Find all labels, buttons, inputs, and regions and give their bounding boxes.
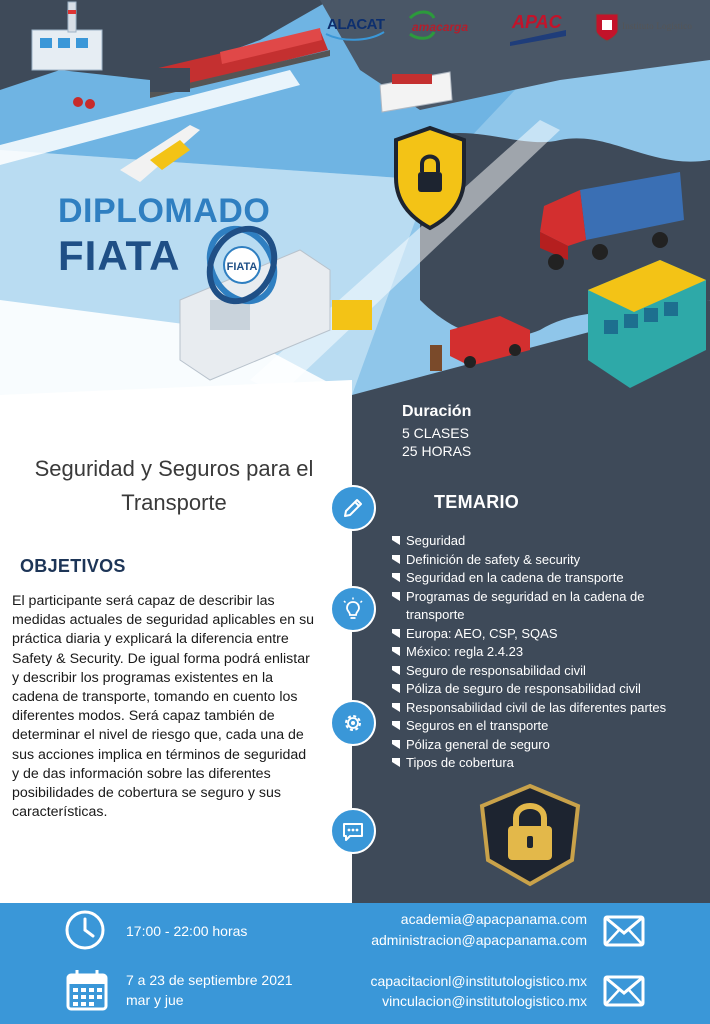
temario-item: Tipos de cobertura bbox=[392, 754, 692, 773]
instituto-logistico-logo bbox=[592, 12, 708, 44]
gear-icon-badge bbox=[330, 700, 376, 746]
bullet-icon bbox=[392, 721, 400, 730]
temario-item: Seguridad bbox=[392, 532, 692, 551]
temario-heading: TEMARIO bbox=[434, 492, 520, 512]
envelope-icon bbox=[603, 975, 645, 1007]
pencil-icon-badge bbox=[330, 485, 376, 531]
bullet-icon bbox=[392, 573, 400, 582]
bullet-icon bbox=[392, 758, 400, 767]
chat-bubble-icon bbox=[341, 819, 365, 843]
bullet-icon bbox=[392, 536, 400, 545]
email-link-academia[interactable]: academia@apacpanama.com bbox=[400, 911, 587, 927]
temario-item: Póliza de seguro de responsabilidad civil bbox=[392, 680, 692, 699]
bullet-icon bbox=[392, 740, 400, 749]
schedule-hours: 17:00 - 22:00 horas bbox=[126, 923, 248, 939]
envelope-icon bbox=[603, 915, 645, 947]
diplomado-title: DIPLOMADO bbox=[58, 192, 271, 230]
fiata-title: FIATA bbox=[58, 232, 181, 279]
schedule-dates: 7 a 23 de septiembre 2021 bbox=[126, 972, 293, 988]
bullet-icon bbox=[392, 555, 400, 564]
course-title: Seguridad y Seguros para el Transporte bbox=[34, 456, 314, 515]
objectives-text: El participante será capaz de describir las medidas actuales de seguridad aplicables en su práctica diaria y explicará la diferencia entre Safety & Security. De igual forma podrá enlistar y describir los programas existentes en la cadena de transporte, tomando en cuento los diferentes modos. Será capaz también de determinar el nivel de riesgo que, cada una de sus acciones implica en términos de seguridad y de das información sobre las diferentes posibilidades de cobertura se seguro y sus características. bbox=[12, 593, 315, 821]
calendar-icon bbox=[66, 969, 108, 1011]
alacat-logo-text: ALACAT bbox=[327, 16, 385, 33]
duration-hours: 25 HORAS bbox=[402, 443, 472, 459]
temario-item: Seguridad en la cadena de transporte bbox=[392, 569, 692, 588]
email-link-vinculacion[interactable]: vinculacion@institutologistico.mx bbox=[382, 993, 587, 1009]
bullet-icon bbox=[392, 592, 400, 601]
temario-item: México: regla 2.4.23 bbox=[392, 643, 692, 662]
chat-bubble-icon-badge bbox=[330, 808, 376, 854]
footer-bar bbox=[0, 903, 710, 1024]
schedule-days: mar y jue bbox=[126, 992, 184, 1008]
temario-item: Seguro de responsabilidad civil bbox=[392, 662, 692, 681]
apac-logo bbox=[506, 8, 570, 46]
bullet-icon bbox=[392, 629, 400, 638]
temario-item: Programas de seguridad en la cadena de transporte bbox=[392, 588, 692, 625]
clock-icon bbox=[64, 909, 106, 951]
duration-classes: 5 CLASES bbox=[402, 425, 469, 441]
bullet-icon bbox=[392, 647, 400, 656]
apac-logo-text: APAC bbox=[512, 12, 562, 32]
temario-item: Póliza general de seguro bbox=[392, 736, 692, 755]
pencil-icon bbox=[341, 496, 365, 520]
amacarga-logo-text: amacarga bbox=[412, 20, 469, 34]
temario-item: Seguros en el transporte bbox=[392, 717, 692, 736]
email-link-capacitacion[interactable]: capacitacionl@institutologistico.mx bbox=[370, 973, 587, 989]
temario-item: Responsabilidad civil de las diferentes partes bbox=[392, 699, 692, 718]
duration-label: Duración bbox=[402, 403, 472, 420]
temario-item: Definición de safety & security bbox=[392, 551, 692, 570]
bullet-icon bbox=[392, 703, 400, 712]
temario-item: Europa: AEO, CSP, SQAS bbox=[392, 625, 692, 644]
lightbulb-icon bbox=[341, 597, 365, 621]
fiata-emblem-icon bbox=[196, 222, 288, 308]
alacat-logo bbox=[322, 8, 388, 42]
temario-list bbox=[392, 532, 692, 773]
lightbulb-icon-badge bbox=[330, 586, 376, 632]
instituto-logistico-logo-text: Instituto Logístico bbox=[622, 21, 693, 31]
objectives-heading: OBJETIVOS bbox=[20, 556, 126, 576]
gear-icon bbox=[341, 711, 365, 735]
bullet-icon bbox=[392, 666, 400, 675]
email-link-administracion[interactable]: administracion@apacpanama.com bbox=[371, 932, 587, 948]
bullet-icon bbox=[392, 684, 400, 693]
fiata-emblem-text: FIATA bbox=[226, 261, 258, 273]
amacarga-logo bbox=[404, 8, 486, 42]
